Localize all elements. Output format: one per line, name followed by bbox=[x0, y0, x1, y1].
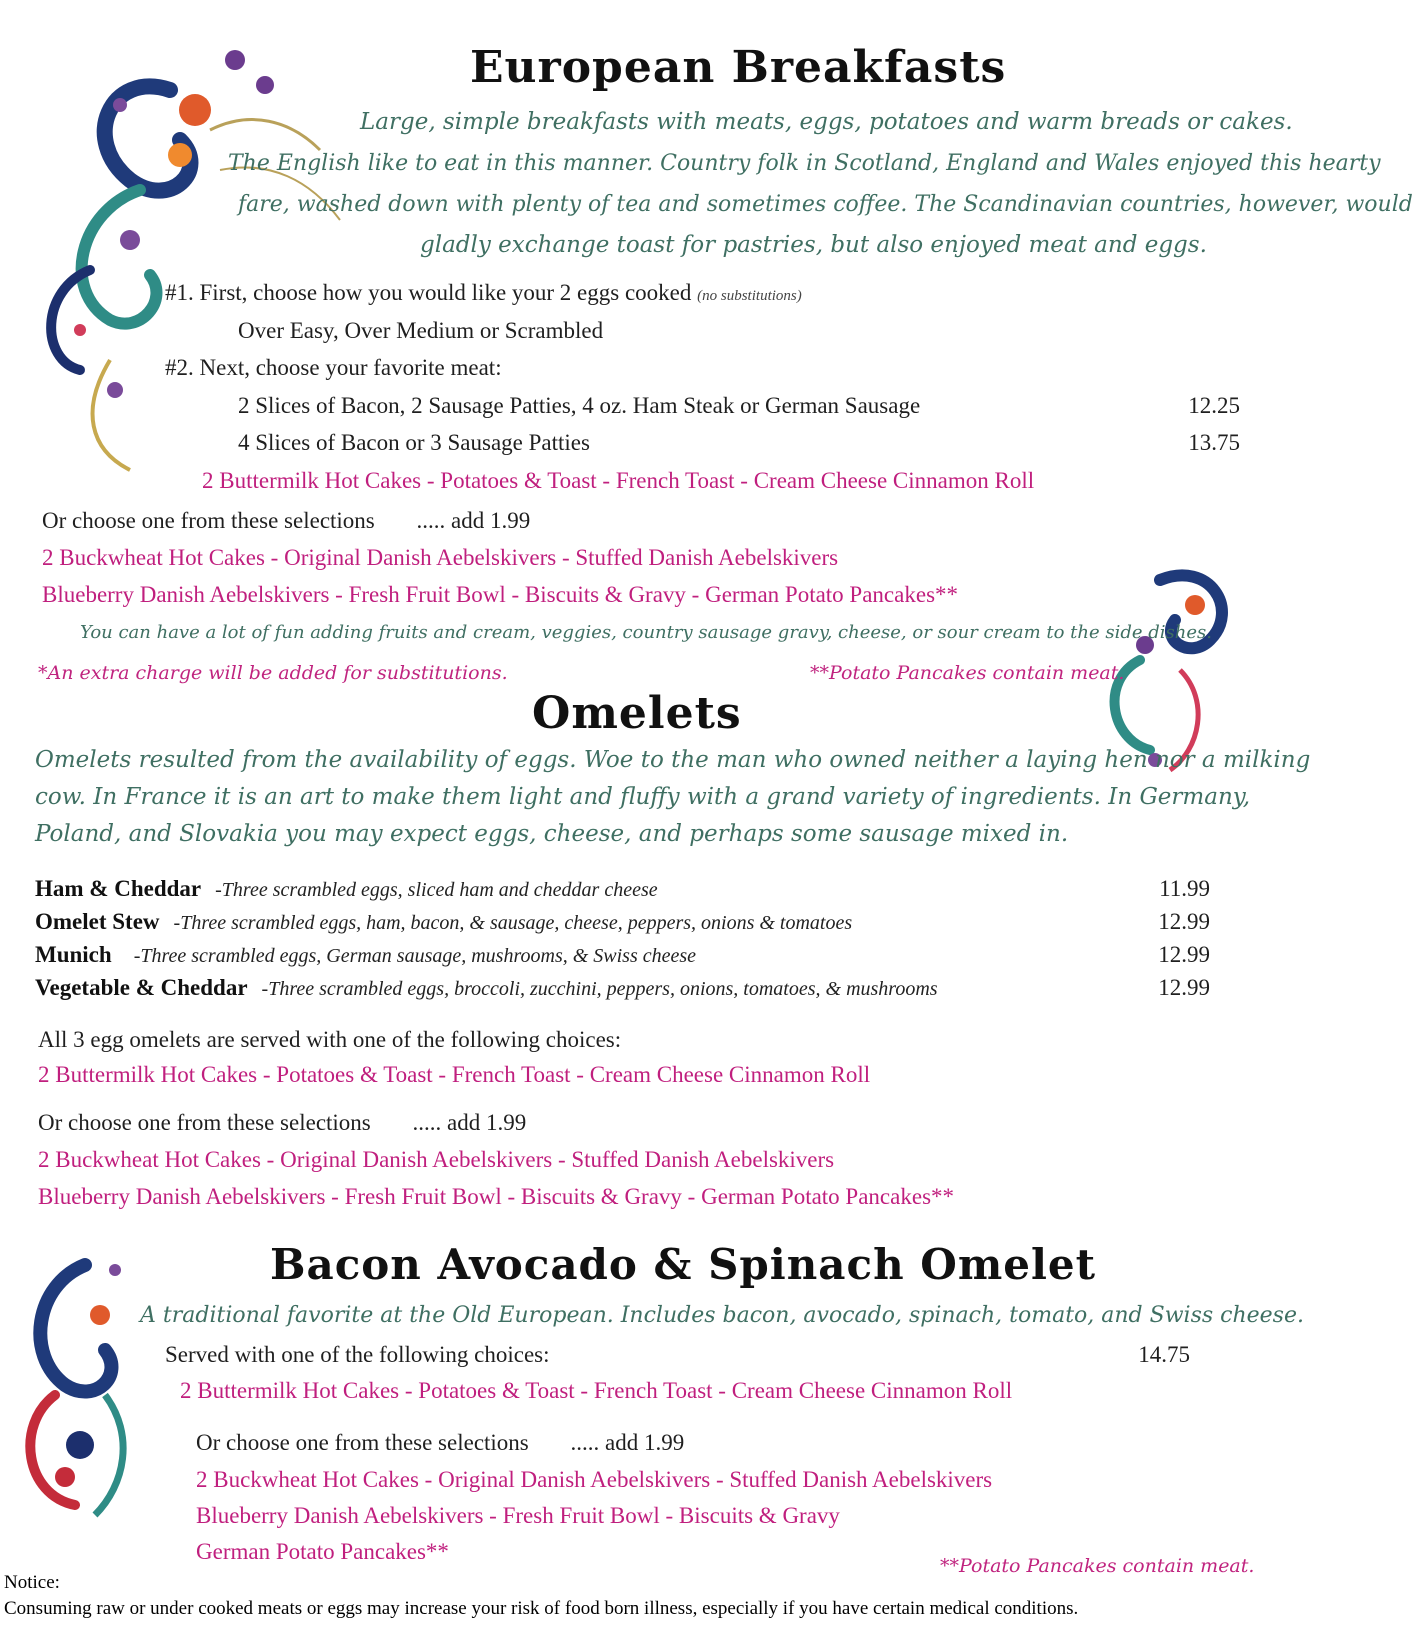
add-price: ..... add 1.99 bbox=[412, 1110, 527, 1135]
item-name: Munich bbox=[35, 942, 112, 967]
european-sides: 2 Buttermilk Hot Cakes - Potatoes & Toast - French Toast - Cream Cheese Cinnamon Roll bbox=[202, 468, 1035, 493]
omelet-item-vegetable-cheddar-price: 12.99 bbox=[1158, 975, 1210, 1000]
step-1-eggs bbox=[165, 280, 802, 306]
omelets-title: Omelets bbox=[532, 688, 742, 739]
fun-note: You can have a lot of fun adding fruits and cream, veggies, country sausage gravy, cheese, or sour cream to the side dishes. bbox=[80, 622, 1212, 643]
rosemaling-flourish-bottom-left-icon bbox=[5, 1245, 155, 1545]
bacon-premium-line-1: 2 Buckwheat Hot Cakes - Original Danish Aebelskivers - Stuffed Danish Aebelskivers bbox=[196, 1467, 993, 1492]
bacon-served: Served with one of the following choices: bbox=[165, 1342, 550, 1367]
bacon-avocado-title: Bacon Avocado & Spinach Omelet bbox=[270, 1240, 1097, 1289]
bacon-price: 14.75 bbox=[1138, 1342, 1190, 1367]
european-intro-line-1: Large, simple breakfasts with meats, eggs, potatoes and warm breads or cakes. bbox=[360, 109, 1293, 135]
notice-label: Notice: bbox=[4, 1572, 60, 1593]
omelets-sides: 2 Buttermilk Hot Cakes - Potatoes & Toast - French Toast - Cream Cheese Cinnamon Roll bbox=[38, 1062, 871, 1087]
potato-pancake-note-1: **Potato Pancakes contain meat. bbox=[810, 662, 1125, 684]
omelets-intro-line-3: Poland, and Slovakia you may expect eggs, cheese, and perhaps some sausage mixed in. bbox=[35, 821, 1069, 847]
omelets-served: All 3 egg omelets are served with one of the following choices: bbox=[38, 1027, 622, 1052]
item-name: Vegetable & Cheddar bbox=[35, 975, 248, 1000]
omelet-item-munich bbox=[35, 942, 696, 968]
bacon-premium-line-2: Blueberry Danish Aebelskivers - Fresh Fruit Bowl - Biscuits & Gravy bbox=[196, 1503, 840, 1528]
extra-charge-note: *An extra charge will be added for substitutions. bbox=[38, 662, 508, 684]
item-desc: -Three scrambled eggs, ham, bacon, & sausage, cheese, peppers, onions & tomatoes bbox=[173, 912, 853, 934]
european-breakfasts-title: European Breakfasts bbox=[470, 42, 1007, 93]
bacon-intro: A traditional favorite at the Old European. Includes bacon, avocado, spinach, tomato, and Swiss cheese. bbox=[140, 1303, 1304, 1328]
bacon-sides: 2 Buttermilk Hot Cakes - Potatoes & Toast - French Toast - Cream Cheese Cinnamon Roll bbox=[180, 1378, 1013, 1403]
omelets-intro-line-2: cow. In France it is an art to make them light and fluffy with a grand variety of ingredients. In Germany, bbox=[35, 784, 1251, 810]
omelets-premium-line-2: Blueberry Danish Aebelskivers - Fresh Fruit Bowl - Biscuits & Gravy - German Potato Pancakes** bbox=[38, 1184, 955, 1209]
omelets-premium-line-1: 2 Buckwheat Hot Cakes - Original Danish Aebelskivers - Stuffed Danish Aebelskivers bbox=[38, 1147, 835, 1172]
no-substitutions-note: (no substitutions) bbox=[697, 288, 802, 304]
bacon-or-choose bbox=[196, 1430, 684, 1456]
notice-text: Consuming raw or under cooked meats or eggs may increase your risk of food born illness, especially if you have certain medical conditions. bbox=[4, 1598, 1079, 1619]
meat-option-2: 4 Slices of Bacon or 3 Sausage Patties bbox=[238, 430, 590, 455]
meat-option-2-price: 13.75 bbox=[1188, 430, 1240, 455]
or-choose-label: Or choose one from these selections bbox=[196, 1430, 529, 1455]
step-1-label: #1. First, choose how you would like your 2 eggs cooked bbox=[165, 280, 692, 305]
or-choose-label: Or choose one from these selections bbox=[38, 1110, 371, 1135]
omelet-item-ham-cheddar-price: 11.99 bbox=[1159, 876, 1210, 901]
or-choose-label: Or choose one from these selections bbox=[42, 508, 375, 533]
omelet-item-ham-cheddar bbox=[35, 876, 658, 902]
item-name: Ham & Cheddar bbox=[35, 876, 202, 901]
add-price: ..... add 1.99 bbox=[416, 508, 531, 533]
european-or-choose bbox=[42, 508, 530, 534]
omelet-item-vegetable-cheddar bbox=[35, 975, 938, 1001]
omelet-item-omelet-stew bbox=[35, 909, 852, 935]
european-intro-line-3: fare, washed down with plenty of tea and sometimes coffee. The Scandinavian countries, however, would bbox=[238, 192, 1413, 217]
item-desc: -Three scrambled eggs, broccoli, zucchini, peppers, onions, tomatoes, & mushrooms bbox=[261, 978, 938, 1000]
european-intro-line-2: The English like to eat in this manner. Country folk in Scotland, England and Wales enjoyed this hearty bbox=[228, 151, 1381, 176]
item-desc: -Three scrambled eggs, German sausage, mushrooms, & Swiss cheese bbox=[133, 945, 697, 967]
european-intro-line-4: gladly exchange toast for pastries, but also enjoyed meat and eggs. bbox=[420, 232, 1207, 258]
european-premium-line-2: Blueberry Danish Aebelskivers - Fresh Fruit Bowl - Biscuits & Gravy - German Potato Pancakes** bbox=[42, 582, 959, 607]
egg-options: Over Easy, Over Medium or Scrambled bbox=[238, 318, 604, 343]
meat-option-1-price: 12.25 bbox=[1188, 393, 1240, 418]
potato-pancake-note-2: **Potato Pancakes contain meat. bbox=[940, 1555, 1255, 1577]
omelets-or-choose bbox=[38, 1110, 526, 1136]
item-name: Omelet Stew bbox=[35, 909, 160, 934]
step-2-meat: #2. Next, choose your favorite meat: bbox=[165, 355, 502, 380]
omelet-item-munich-price: 12.99 bbox=[1158, 942, 1210, 967]
european-premium-line-1: 2 Buckwheat Hot Cakes - Original Danish Aebelskivers - Stuffed Danish Aebelskivers bbox=[42, 545, 839, 570]
item-desc: -Three scrambled eggs, sliced ham and cheddar cheese bbox=[215, 879, 658, 901]
add-price: ..... add 1.99 bbox=[570, 1430, 685, 1455]
omelets-intro-line-1: Omelets resulted from the availability of eggs. Woe to the man who owned neither a laying hen nor a milking bbox=[35, 747, 1311, 773]
bacon-premium-line-3: German Potato Pancakes** bbox=[196, 1539, 449, 1564]
omelet-item-omelet-stew-price: 12.99 bbox=[1158, 909, 1210, 934]
meat-option-1: 2 Slices of Bacon, 2 Sausage Patties, 4 oz. Ham Steak or German Sausage bbox=[238, 393, 921, 418]
